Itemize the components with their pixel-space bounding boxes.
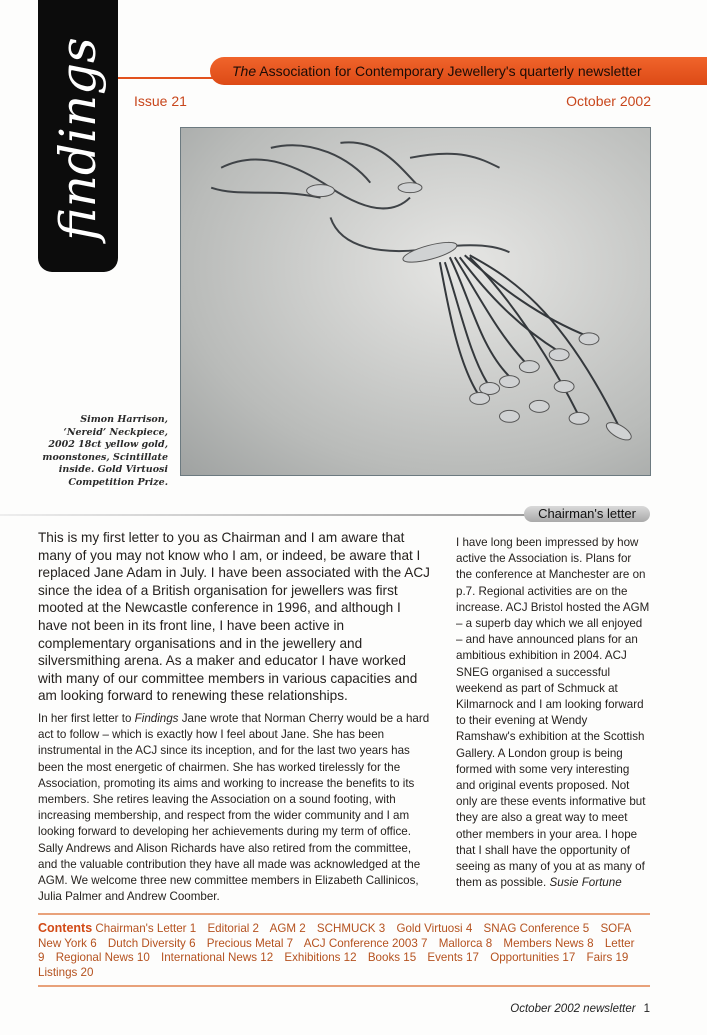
contents-item: Gold Virtuosi 4 [396,922,473,936]
body-paragraph [38,711,430,905]
contents-item: Books 15 [367,951,417,965]
contents-item: Exhibitions 12 [284,951,357,965]
p2-rest: Jane wrote that Norman Cherry would be a hard act to follow – which is exactly how I feel about Jane. She has been instrumental in the ACJ since its inception, and for the last two years has been the most energetic of chairmen. She has worked tirelessly for the Association, promoting its aims and working to increase the benefits to its members. She retires leaving the Association on a sound footing, with increasing membership, and respect from the wider community and I am looking forward to developing her achievements during my term of office. Sally Andrews and Alison Richards have also retired from the committee, and the valuable contribution they have all made was acknowledged at the AGM. We welcome three new committee members in Elizabeth Callinicos, Julia Palmer and Andrew Coomber. [38,711,430,904]
contents-item: Events 17 [427,951,479,965]
contents-item: Members News 8 [503,936,594,950]
contents-item: International News 12 [161,951,274,965]
contents-item: Regional News 10 [55,951,150,965]
footer-text: October 2002 newsletter [510,1003,636,1016]
contents-item: Opportunities 17 [490,951,576,965]
contents-item: Precious Metal 7 [206,936,294,950]
footer [38,1003,650,1035]
contents-box [38,913,650,987]
masthead-title: findings [49,37,107,241]
signature: Susie Fortune [549,876,622,890]
p3-text: I have long been impressed by how active the Association is. Plans for the conference at Manchester are on p.7. Regional activities are on the increase. ACJ Bristol hosted the AGM – a superb day which we all enjoyed – and have announced plans for an ambitious exhibition in 2004. ACJ SNEG organised a successful weekend as part of Schmuck at Kilmarnock and I am looking forward to their evening at Wendy Ramshaw's exhibition at the Scottish Gallery. A London group is being formed with some very interesting and original events proposed. Not only are these events informative but they are also a great way to meet other members in your area. I hope that I shall have the opportunity of seeing as many of you at as many of them as possible. [456,536,650,890]
article-flow [38,0,650,1035]
lead-paragraph: This is my first letter to you as Chairman and I am aware that many of you may not know who I am, or indeed, be aware that I replaced Jane Adam in July. I have been associated with the ACJ since the idea of a British organisation for jewellers was first mooted at the Newcastle conference in 1996, and although I have not been in its front line, I have been active in complementary organisations and in the jewellery and silversmithing arena. As a maker and educator I have worked with many of our committee members in various capacities and am looking forward to renewing these relationships. [38,530,430,704]
contents-item: Letter 9 [38,936,635,965]
contents-item: Chairman's Letter 1 [95,922,197,936]
left-column [38,529,430,905]
p2-start: In her first letter to [38,711,135,725]
issue-number: Issue 21 [134,93,187,109]
contents-label: Contents [38,921,93,936]
contents-item: ACJ Conference 2003 7 [303,936,428,950]
contents-item: Dutch Diversity 6 [107,936,196,950]
contents-item: SNAG Conference 5 [483,922,590,936]
contents-item: Mallorca 8 [438,936,493,950]
right-column-paragraph [456,529,650,891]
contents-item: SCHMUCK 3 [316,922,386,936]
page-number: 1 [643,1003,650,1016]
contents-item: SOFA New York 6 [38,922,631,950]
contents-item: Editorial 2 [207,922,260,936]
banner-italic: The [232,63,257,79]
issue-date: October 2002 [566,93,651,109]
contents-item: Fairs 19 [586,951,629,965]
section-label: Chairman's letter [524,506,650,522]
article-columns [38,529,650,905]
banner-text: Association for Contemporary Jewellery's quarterly newsletter [259,63,642,79]
p2-italic: Findings [134,711,179,725]
contents-item: AGM 2 [269,922,306,936]
photo-caption: Simon Harrison, ‘Nereid’ Neckpiece, 2002 18ct yellow gold, moonstones, Scintillate inside. Gold Virtuosi Competition Prize. [42,414,168,488]
contents-item: Listings 20 [38,965,94,979]
